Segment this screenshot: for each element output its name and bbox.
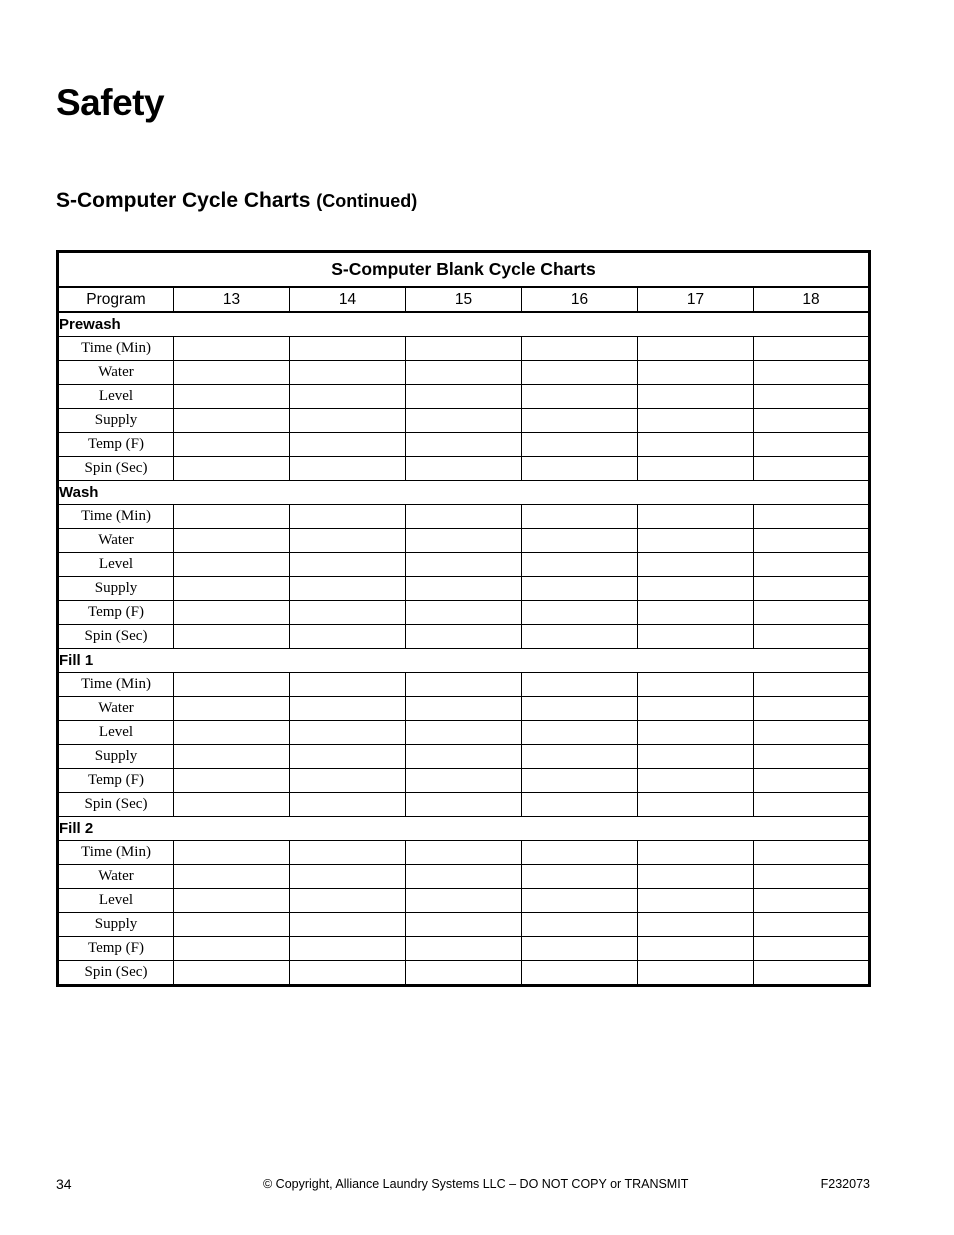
blank-entry-cell [290, 721, 406, 745]
blank-entry-cell [406, 793, 522, 817]
blank-entry-cell [406, 913, 522, 937]
group-heading: Fill 2 [58, 817, 870, 841]
blank-entry-cell [522, 625, 638, 649]
blank-entry-cell [406, 385, 522, 409]
blank-entry-cell [290, 553, 406, 577]
row-label: Time (Min) [58, 841, 174, 865]
row-label: Temp (F) [58, 937, 174, 961]
table-row [58, 865, 870, 889]
blank-entry-cell [406, 769, 522, 793]
blank-entry-cell [290, 577, 406, 601]
row-label: Water [58, 865, 174, 889]
blank-entry-cell [406, 673, 522, 697]
blank-entry-cell [406, 577, 522, 601]
blank-entry-cell [522, 553, 638, 577]
blank-entry-cell [290, 769, 406, 793]
blank-entry-cell [522, 697, 638, 721]
blank-entry-cell [406, 889, 522, 913]
blank-entry-cell [522, 673, 638, 697]
blank-entry-cell [406, 841, 522, 865]
table-row [58, 937, 870, 961]
table-row [58, 553, 870, 577]
section-heading-sub: (Continued) [316, 191, 418, 211]
blank-entry-cell [290, 385, 406, 409]
row-label: Time (Min) [58, 673, 174, 697]
blank-entry-cell [174, 913, 290, 937]
blank-entry-cell [522, 937, 638, 961]
blank-entry-cell [290, 961, 406, 986]
blank-entry-cell [174, 505, 290, 529]
table-row [58, 505, 870, 529]
blank-entry-cell [638, 433, 754, 457]
program-number: 14 [290, 287, 406, 312]
blank-entry-cell [174, 937, 290, 961]
blank-entry-cell [174, 697, 290, 721]
row-label: Level [58, 553, 174, 577]
section-heading [56, 189, 417, 213]
blank-entry-cell [290, 361, 406, 385]
blank-entry-cell [754, 457, 870, 481]
blank-entry-cell [754, 913, 870, 937]
program-header-label: Program [58, 287, 174, 312]
blank-entry-cell [638, 673, 754, 697]
table-caption: S-Computer Blank Cycle Charts [58, 252, 870, 288]
table-row [58, 697, 870, 721]
table-row [58, 673, 870, 697]
blank-entry-cell [522, 385, 638, 409]
blank-entry-cell [754, 361, 870, 385]
blank-entry-cell [290, 673, 406, 697]
blank-entry-cell [174, 721, 290, 745]
table-row [58, 577, 870, 601]
blank-entry-cell [638, 937, 754, 961]
row-label: Spin (Sec) [58, 457, 174, 481]
blank-entry-cell [406, 697, 522, 721]
blank-entry-cell [290, 337, 406, 361]
blank-entry-cell [638, 721, 754, 745]
blank-entry-cell [522, 601, 638, 625]
blank-entry-cell [522, 745, 638, 769]
blank-entry-cell [174, 769, 290, 793]
blank-entry-cell [290, 865, 406, 889]
blank-entry-cell [638, 793, 754, 817]
blank-entry-cell [522, 505, 638, 529]
blank-entry-cell [638, 865, 754, 889]
blank-entry-cell [754, 505, 870, 529]
blank-entry-cell [406, 361, 522, 385]
blank-entry-cell [522, 841, 638, 865]
program-number: 13 [174, 287, 290, 312]
blank-entry-cell [290, 601, 406, 625]
row-label: Supply [58, 745, 174, 769]
row-label: Time (Min) [58, 505, 174, 529]
blank-entry-cell [754, 697, 870, 721]
group-heading: Prewash [58, 312, 870, 337]
blank-entry-cell [174, 361, 290, 385]
blank-entry-cell [174, 409, 290, 433]
table-row [58, 913, 870, 937]
page-number: 34 [56, 1176, 72, 1192]
row-label: Temp (F) [58, 601, 174, 625]
blank-entry-cell [174, 601, 290, 625]
blank-entry-cell [754, 745, 870, 769]
blank-entry-cell [754, 409, 870, 433]
table-row [58, 793, 870, 817]
blank-entry-cell [754, 601, 870, 625]
blank-entry-cell [174, 337, 290, 361]
blank-entry-cell [406, 337, 522, 361]
blank-entry-cell [290, 433, 406, 457]
group-row [58, 481, 870, 505]
blank-entry-cell [522, 577, 638, 601]
blank-entry-cell [638, 409, 754, 433]
copyright-notice: © Copyright, Alliance Laundry Systems LLC – DO NOT COPY or TRANSMIT [263, 1177, 689, 1191]
blank-entry-cell [522, 337, 638, 361]
blank-entry-cell [406, 721, 522, 745]
blank-entry-cell [290, 697, 406, 721]
blank-entry-cell [638, 625, 754, 649]
blank-entry-cell [522, 961, 638, 986]
row-label: Spin (Sec) [58, 625, 174, 649]
blank-entry-cell [522, 769, 638, 793]
blank-entry-cell [174, 961, 290, 986]
blank-entry-cell [406, 433, 522, 457]
table-row [58, 745, 870, 769]
blank-entry-cell [174, 433, 290, 457]
table-row [58, 601, 870, 625]
row-label: Spin (Sec) [58, 961, 174, 986]
group-heading: Fill 1 [58, 649, 870, 673]
blank-entry-cell [522, 721, 638, 745]
blank-cycle-chart-table [56, 250, 871, 987]
table-row [58, 361, 870, 385]
blank-entry-cell [522, 409, 638, 433]
blank-entry-cell [174, 577, 290, 601]
table-row [58, 457, 870, 481]
table-row [58, 385, 870, 409]
group-heading: Wash [58, 481, 870, 505]
blank-entry-cell [754, 337, 870, 361]
blank-entry-cell [638, 697, 754, 721]
table-caption-row [58, 252, 870, 288]
blank-entry-cell [406, 625, 522, 649]
program-number: 15 [406, 287, 522, 312]
table-row [58, 409, 870, 433]
blank-entry-cell [638, 889, 754, 913]
blank-entry-cell [754, 865, 870, 889]
section-heading-main: S-Computer Cycle Charts [56, 189, 311, 212]
program-number: 17 [638, 287, 754, 312]
table-row [58, 433, 870, 457]
blank-entry-cell [174, 529, 290, 553]
table-row [58, 769, 870, 793]
row-label: Temp (F) [58, 433, 174, 457]
blank-entry-cell [406, 937, 522, 961]
row-label: Time (Min) [58, 337, 174, 361]
group-row [58, 817, 870, 841]
page-title: Safety [56, 82, 165, 123]
blank-entry-cell [522, 865, 638, 889]
blank-entry-cell [754, 793, 870, 817]
blank-entry-cell [174, 625, 290, 649]
table-row [58, 889, 870, 913]
blank-entry-cell [406, 457, 522, 481]
blank-entry-cell [522, 889, 638, 913]
blank-entry-cell [638, 457, 754, 481]
table-row [58, 625, 870, 649]
blank-entry-cell [754, 553, 870, 577]
blank-entry-cell [406, 529, 522, 553]
blank-entry-cell [638, 745, 754, 769]
row-label: Temp (F) [58, 769, 174, 793]
blank-entry-cell [174, 745, 290, 769]
blank-entry-cell [754, 529, 870, 553]
table-row [58, 337, 870, 361]
row-label: Level [58, 889, 174, 913]
blank-entry-cell [754, 841, 870, 865]
blank-entry-cell [638, 505, 754, 529]
row-label: Supply [58, 577, 174, 601]
blank-entry-cell [638, 361, 754, 385]
blank-entry-cell [406, 961, 522, 986]
document-id: F232073 [820, 1177, 870, 1191]
blank-entry-cell [522, 457, 638, 481]
blank-entry-cell [174, 841, 290, 865]
blank-entry-cell [406, 505, 522, 529]
blank-entry-cell [754, 889, 870, 913]
blank-entry-cell [290, 913, 406, 937]
blank-entry-cell [174, 553, 290, 577]
blank-entry-cell [754, 433, 870, 457]
blank-entry-cell [406, 553, 522, 577]
blank-entry-cell [522, 529, 638, 553]
blank-entry-cell [754, 721, 870, 745]
blank-entry-cell [754, 673, 870, 697]
blank-entry-cell [638, 913, 754, 937]
blank-entry-cell [638, 961, 754, 986]
program-header-row [58, 287, 870, 312]
blank-entry-cell [290, 625, 406, 649]
blank-entry-cell [638, 577, 754, 601]
blank-entry-cell [290, 457, 406, 481]
blank-entry-cell [754, 625, 870, 649]
row-label: Supply [58, 409, 174, 433]
row-label: Water [58, 529, 174, 553]
blank-entry-cell [290, 529, 406, 553]
blank-entry-cell [522, 913, 638, 937]
blank-entry-cell [174, 793, 290, 817]
row-label: Level [58, 385, 174, 409]
blank-entry-cell [290, 937, 406, 961]
group-row [58, 312, 870, 337]
blank-entry-cell [522, 793, 638, 817]
row-label: Spin (Sec) [58, 793, 174, 817]
blank-entry-cell [406, 865, 522, 889]
blank-entry-cell [174, 865, 290, 889]
blank-entry-cell [290, 409, 406, 433]
blank-entry-cell [754, 769, 870, 793]
blank-entry-cell [174, 457, 290, 481]
blank-entry-cell [754, 577, 870, 601]
blank-entry-cell [754, 385, 870, 409]
blank-entry-cell [638, 385, 754, 409]
blank-entry-cell [638, 553, 754, 577]
blank-entry-cell [174, 889, 290, 913]
blank-entry-cell [406, 409, 522, 433]
blank-entry-cell [406, 745, 522, 769]
blank-entry-cell [754, 961, 870, 986]
blank-entry-cell [638, 337, 754, 361]
table-row [58, 529, 870, 553]
table-row [58, 721, 870, 745]
blank-entry-cell [290, 793, 406, 817]
blank-entry-cell [638, 841, 754, 865]
blank-entry-cell [638, 529, 754, 553]
table-row [58, 961, 870, 986]
blank-entry-cell [290, 889, 406, 913]
blank-entry-cell [522, 361, 638, 385]
blank-entry-cell [290, 841, 406, 865]
blank-entry-cell [638, 601, 754, 625]
program-number: 18 [754, 287, 870, 312]
blank-entry-cell [290, 745, 406, 769]
blank-entry-cell [406, 601, 522, 625]
row-label: Supply [58, 913, 174, 937]
blank-entry-cell [522, 433, 638, 457]
group-row [58, 649, 870, 673]
blank-entry-cell [290, 505, 406, 529]
program-number: 16 [522, 287, 638, 312]
table-row [58, 841, 870, 865]
blank-entry-cell [754, 937, 870, 961]
blank-entry-cell [174, 385, 290, 409]
blank-entry-cell [638, 769, 754, 793]
row-label: Water [58, 697, 174, 721]
row-label: Water [58, 361, 174, 385]
row-label: Level [58, 721, 174, 745]
blank-entry-cell [174, 673, 290, 697]
